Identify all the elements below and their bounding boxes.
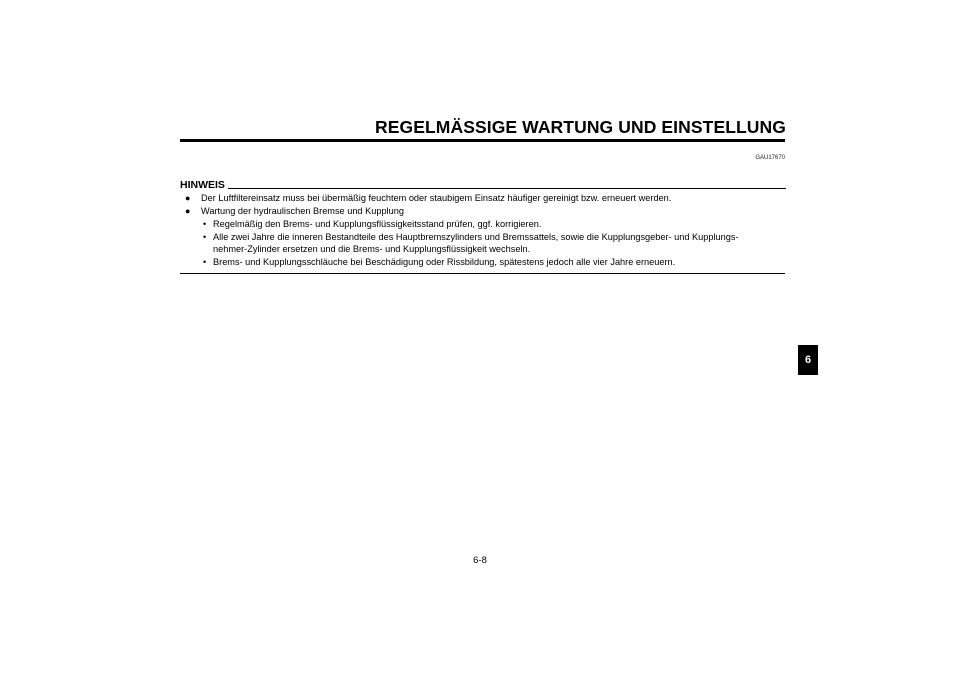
- page-number: 6-8: [473, 555, 487, 566]
- bullet-icon: ●: [185, 206, 191, 216]
- bullet-icon: ●: [185, 193, 191, 203]
- sub-item-text: Brems- und Kupplungsschläuche bei Beschädigung oder Rissbildung, spätestens jedoch alle vier Jahre erneuern.: [213, 257, 676, 267]
- note-rule: [228, 188, 786, 189]
- page-title: REGELMÄSSIGE WARTUNG UND EINSTELLUNG: [375, 117, 786, 137]
- sub-item-text-continued: nehmer-Zylinder ersetzen und die Brems- und Kupplungsflüssigkeit wechseln.: [213, 244, 531, 254]
- sub-bullet-icon: •: [203, 257, 207, 267]
- sub-bullet-icon: •: [203, 219, 207, 229]
- note-title: HINWEIS: [180, 179, 225, 191]
- note-bottom-rule: [180, 273, 785, 274]
- note-item-text: Wartung der hydraulischen Bremse und Kupplung: [201, 206, 404, 216]
- chapter-tab: 6: [798, 345, 818, 375]
- note-header: [180, 179, 786, 193]
- title-rule: [180, 139, 785, 142]
- note-item-text: Der Luftfiltereinsatz muss bei übermäßig feuchtem oder staubigem Einsatz häufiger gereinigt bzw. erneuert werden.: [201, 193, 672, 203]
- reference-code: GAU17670: [755, 155, 785, 161]
- sub-item-text: Alle zwei Jahre die inneren Bestandteile des Hauptbremszylinders und Bremssattels, sowie die Kupplungsgeber- und Kupplungs-: [213, 232, 739, 242]
- sub-item-text: Regelmäßig den Brems- und Kupplungsflüssigkeitsstand prüfen, ggf. korrigieren.: [213, 219, 542, 229]
- sub-bullet-icon: •: [203, 232, 207, 242]
